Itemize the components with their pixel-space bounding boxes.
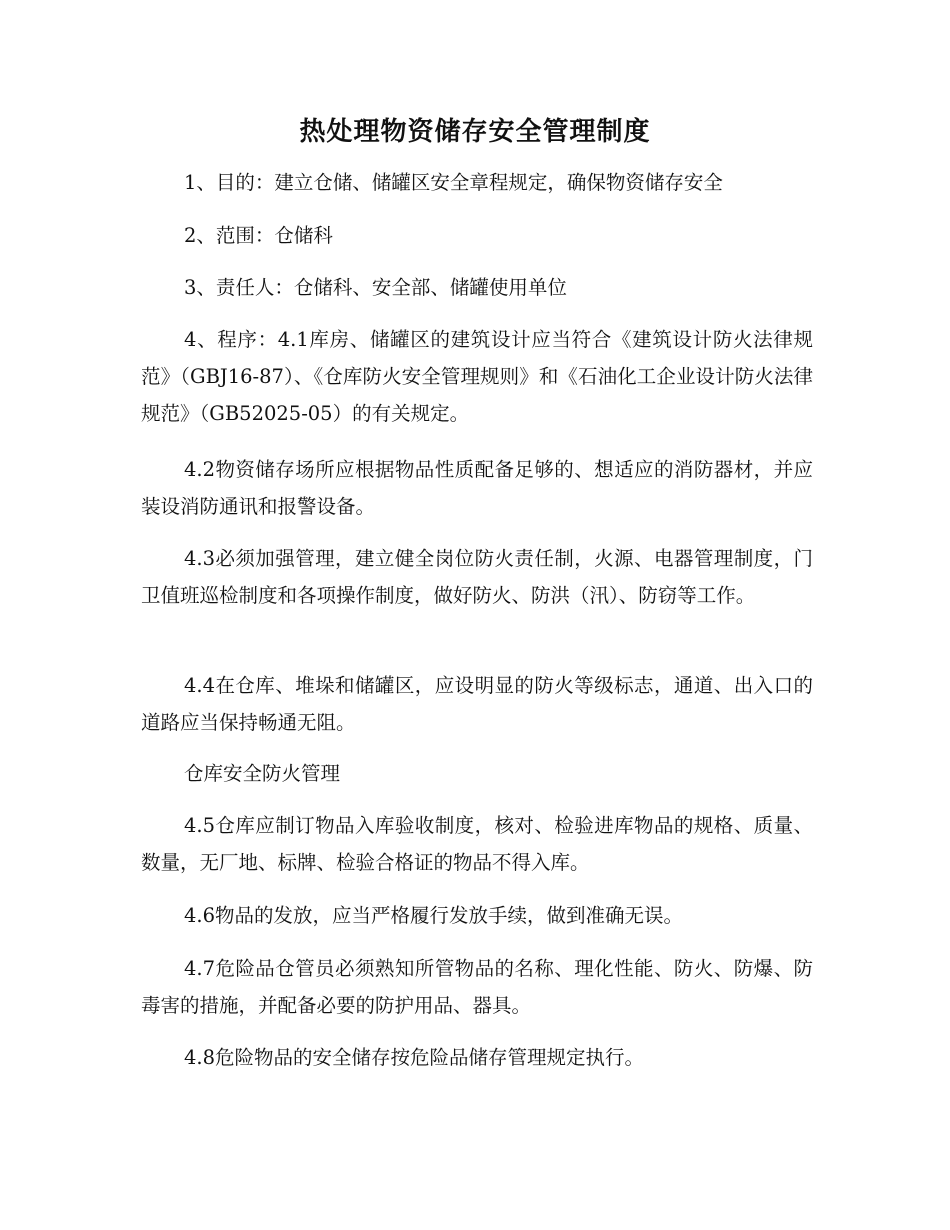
paragraph-scope: 2、范围：仓储科 — [184, 224, 333, 247]
paragraph-4-2: 4.2物资储存场所应根据物品性质配备足够的、想适应的消防器材，并应装设消防通讯和报警设备。 — [141, 458, 813, 518]
paragraph-4-7: 4.7危险品仓管员必须熟知所管物品的名称、理化性能、防火、防爆、防毒害的措施，并配备必要的防护用品、器具。 — [141, 957, 813, 1017]
paragraph-procedure-4-1: 4、程序：4.1库房、储罐区的建筑设计应当符合《建筑设计防火法律规范》（GBJ16-87）、《仓库防火安全管理规则》和《石油化工企业设计防火法律规范》（GB52025-05）的有关规定。 — [141, 328, 813, 425]
paragraph-purpose: 1、目的：建立仓储、储罐区安全章程规定，确保物资储存安全 — [184, 171, 723, 194]
paragraph-responsible: 3、责任人：仓储科、安全部、储罐使用单位 — [184, 276, 567, 299]
paragraph-section-heading: 仓库安全防火管理 — [184, 762, 341, 785]
paragraph-4-8: 4.8危险物品的安全储存按危险品储存管理规定执行。 — [184, 1046, 645, 1069]
paragraph-4-5: 4.5仓库应制订物品入库验收制度，核对、检验进库物品的规格、质量、数量，无厂地、标牌、检验合格证的物品不得入库。 — [141, 814, 813, 874]
paragraph-4-6: 4.6物品的发放，应当严格履行发放手续，做到准确无误。 — [184, 904, 684, 927]
paragraph-4-3: 4.3必须加强管理，建立健全岗位防火责任制，火源、电器管理制度，门卫值班巡检制度和各项操作制度，做好防火、防洪（汛）、防窃等工作。 — [141, 547, 813, 607]
document-title: 热处理物资储存安全管理制度 — [299, 117, 651, 147]
paragraph-4-4: 4.4在仓库、堆垛和储罐区，应设明显的防火等级标志，通道、出入口的道路应当保持畅通无阻。 — [141, 674, 813, 734]
